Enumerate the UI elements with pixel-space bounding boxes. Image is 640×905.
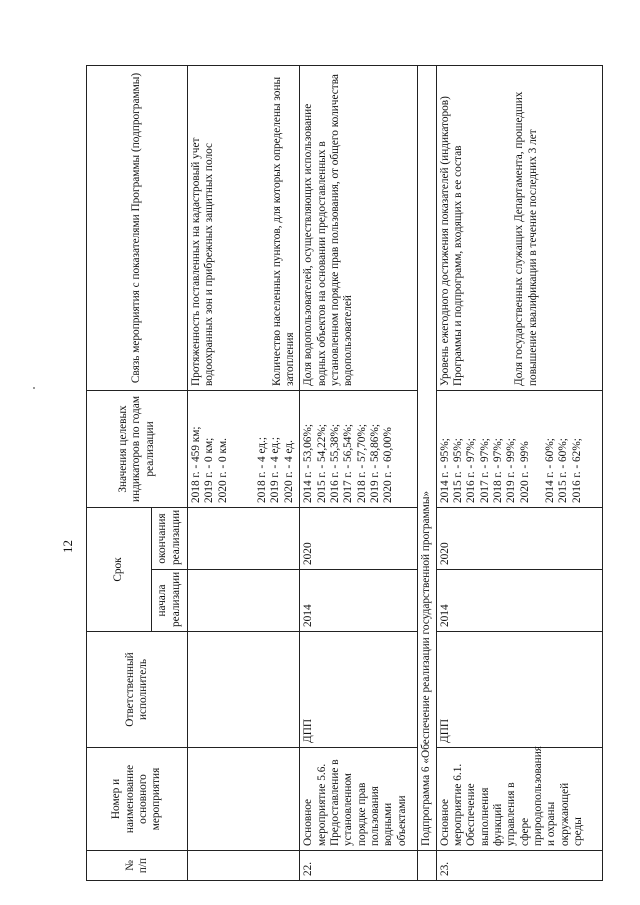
- header-end: окончания реализации: [152, 507, 188, 569]
- row22-name: Основное мероприятие 5.6. Предоставление в установленном порядке прав пользования водными объектами: [300, 748, 418, 851]
- header-indicators: Значения целевых индикаторов по годам реализации: [87, 390, 188, 507]
- header-name: Номер и наименование основного мероприятия: [87, 748, 188, 851]
- header-link: Связь мероприятия с показателями Программы (подпрограммы): [87, 65, 188, 390]
- row23-name: Основное мероприятие 6.1. Обеспечение выполнения функций управления в сфере природопользования и охраны окружающей среды: [436, 748, 602, 851]
- row23-start: 2014: [436, 570, 602, 632]
- row22-end: 2020: [300, 507, 418, 569]
- table-row-continuation: [188, 65, 300, 880]
- row23-executor: ДПП: [436, 632, 602, 748]
- header-term: Срок: [87, 507, 152, 631]
- row23-link: Уровень ежегодного достижения показателей (индикаторов) Программы и подпрограмм, входящих в ее состав Доля государственных служащих Департамента, прошедших повышение квалификации в течение последних 3 лет: [436, 65, 602, 390]
- row23-num: 23.: [436, 851, 602, 881]
- subprogram-row: [418, 65, 436, 880]
- scan-speck: [33, 387, 35, 389]
- row23-end: 2020: [436, 507, 602, 569]
- header-start: начала реализации: [152, 570, 188, 632]
- subprogram-title: Подпрограмма 6 «Обеспечение реализации государственной программы»: [418, 65, 436, 850]
- row22-values: 2014 г. - 53,06%; 2015 г. - 54,22%; 2016 г. - 55,38%; 2017 г. - 56,54%; 2018 г. - 57,70%; 2019 г. - 58,86%; 2020 г. - 60,00%: [300, 390, 418, 507]
- measures-table: [86, 65, 603, 881]
- header-row: [87, 65, 152, 880]
- header-executor: Ответственный исполнитель: [87, 632, 188, 748]
- rotated-table-wrapper: [86, 66, 603, 881]
- cont-link: Протяженность поставленных на кадастровый учет водоохранных зон и прибрежных защитных полос Количество населенных пунктов, для которых определены зоны затопления: [188, 65, 300, 390]
- row22-link: Доля водопользователей, осуществляющих использование водных объектов на основании предоставленных в установленном порядке прав пользования, от общего количества водопользователей: [300, 65, 418, 390]
- row22-num: 22.: [300, 851, 418, 881]
- row22-start: 2014: [300, 570, 418, 632]
- row22-executor: ДПП: [300, 632, 418, 748]
- table-row-22: [300, 65, 418, 880]
- header-num: № п/п: [87, 851, 188, 881]
- table-row-23: [436, 65, 602, 880]
- page-number: 12: [60, 540, 75, 553]
- row23-values: 2014 г. - 95%; 2015 г. - 95%; 2016 г. - 97%; 2017 г. - 97%; 2018 г. - 97%; 2019 г. - 99%; 2020 г. - 99% 2014 г. - 60%; 2015 г. - 60%; 2016 г. - 62%;: [436, 390, 602, 507]
- cont-values: 2018 г. - 459 км; 2019 г. - 0 км; 2020 г. - 0 км. 2018 г. - 4 ед.; 2019 г. - 4 ед.; 2020 г. - 4 ед.: [188, 390, 300, 507]
